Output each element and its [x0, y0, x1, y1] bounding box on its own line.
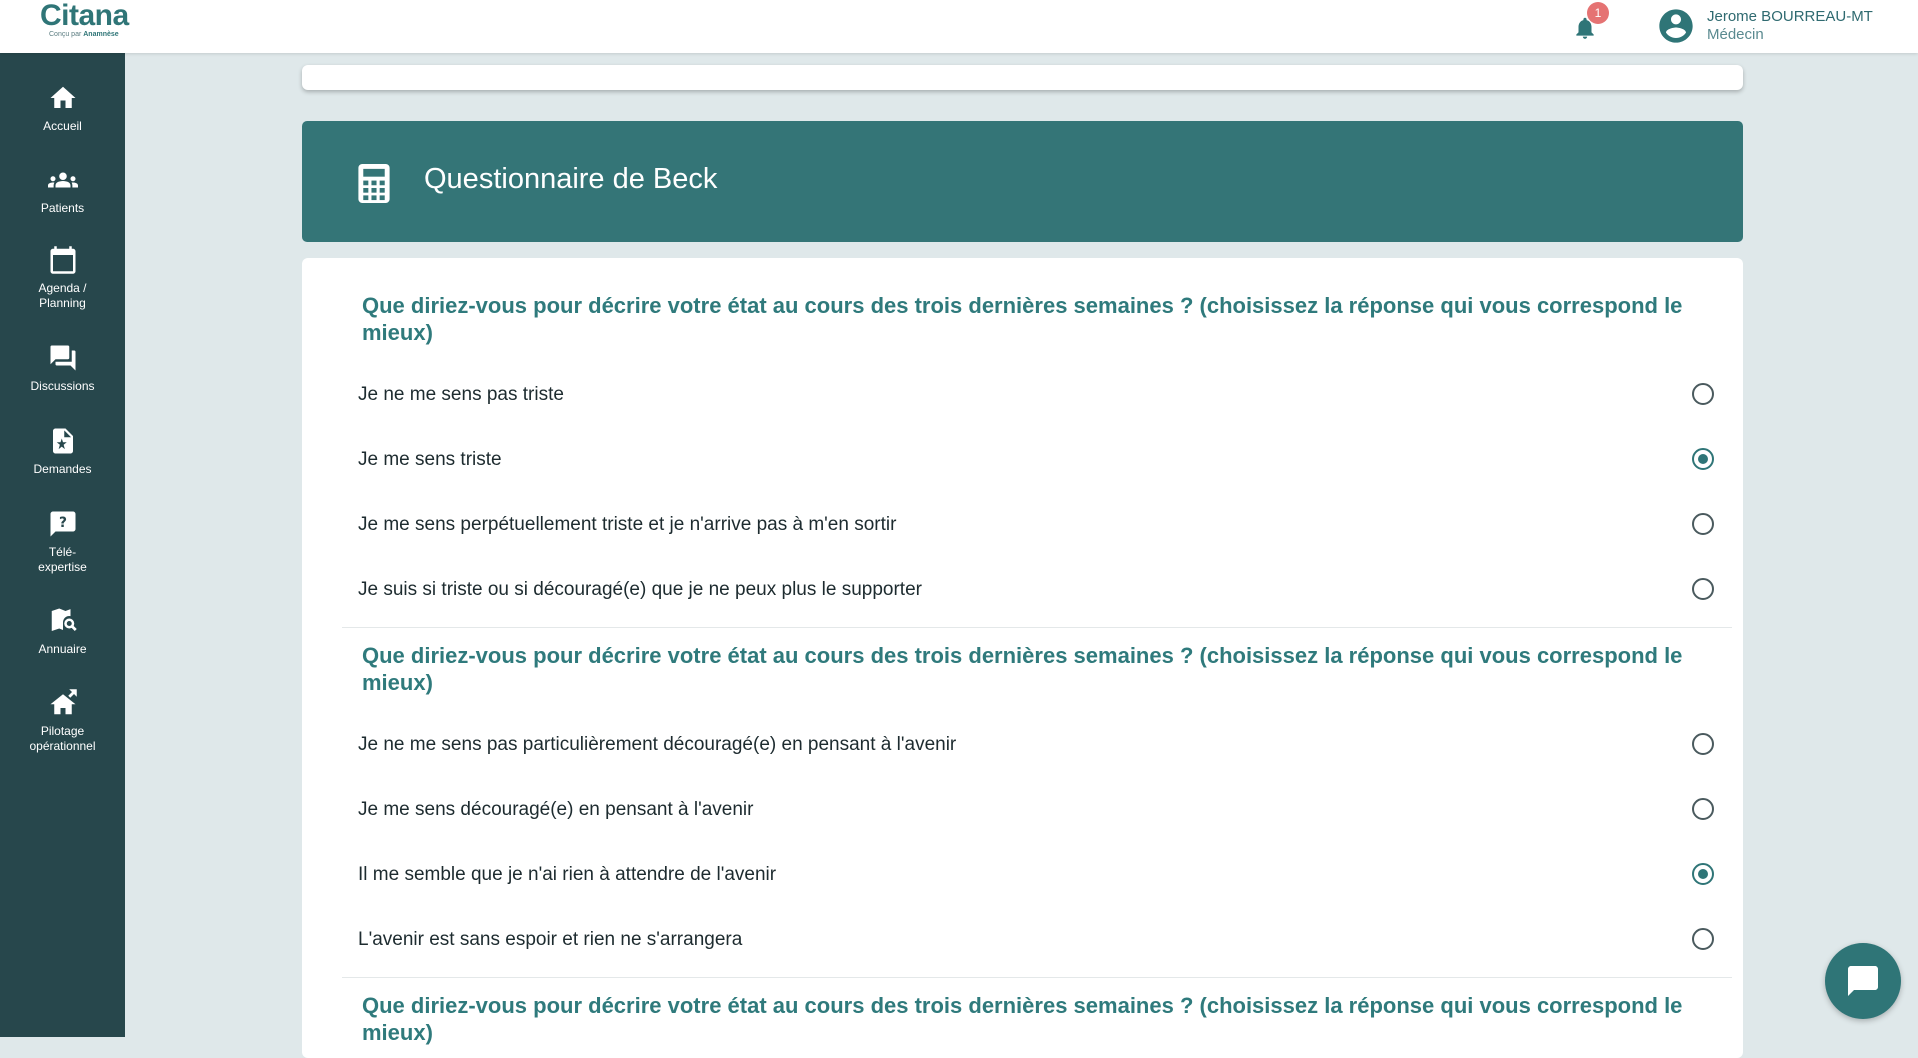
- question-divider: [342, 627, 1732, 628]
- chat-bubble-icon: [1845, 963, 1881, 999]
- answer-radio[interactable]: [1692, 798, 1714, 820]
- answer-radio[interactable]: [1692, 578, 1714, 600]
- answer-option[interactable]: [342, 436, 1732, 486]
- sidebar-item-label: Accueil: [43, 119, 82, 133]
- sidebar-item-label: Annuaire: [38, 642, 87, 656]
- account-circle-icon[interactable]: [1656, 6, 1696, 46]
- map-search-icon: [48, 606, 78, 636]
- user-name[interactable]: Jerome BOURREAU-MT: [1707, 8, 1873, 25]
- logo-text: Citana: [40, 0, 129, 32]
- sidebar-item-label: Pilotage opérationnel: [29, 724, 96, 753]
- question-text: Que diriez-vous pour décrire votre état au cours des trois dernières semaines ? (choisissez la réponse qui vous correspond le mieux): [362, 293, 1683, 345]
- sidebar-item-annuaire[interactable]: [0, 606, 125, 657]
- sidebar-item-label: Agenda / Planning: [38, 281, 87, 310]
- chat-icon: [48, 343, 78, 373]
- answer-option[interactable]: [342, 371, 1732, 421]
- answer-radio[interactable]: [1692, 733, 1714, 755]
- answer-radio-selected[interactable]: [1692, 448, 1714, 470]
- answer-label: Je me sens perpétuellement triste et je n'arrive pas à m'en sortir: [358, 514, 897, 535]
- collapsed-section-card: [302, 65, 1743, 90]
- answer-label: Je me sens découragé(e) en pensant à l'avenir: [358, 799, 754, 820]
- group-icon: [47, 165, 79, 195]
- answer-label: Je ne me sens pas triste: [358, 384, 564, 405]
- answer-label: Je me sens triste: [358, 449, 502, 470]
- questionnaire-header: [302, 121, 1743, 242]
- top-bar: [0, 0, 1918, 53]
- answer-option[interactable]: [342, 721, 1732, 771]
- sidebar-item-label: Patients: [40, 201, 85, 215]
- answer-label: L'avenir est sans espoir et rien ne s'arrangera: [358, 929, 743, 950]
- sidebar: [0, 53, 125, 1037]
- answer-radio[interactable]: [1692, 928, 1714, 950]
- logo-tagline-brand: Anamnèse: [83, 31, 119, 38]
- logo-tagline-prefix: Conçu par: [49, 31, 82, 38]
- answer-option[interactable]: [342, 916, 1732, 966]
- answer-radio-selected[interactable]: [1692, 863, 1714, 885]
- logo-tagline: [49, 31, 119, 38]
- answer-option[interactable]: [342, 786, 1732, 836]
- sidebar-item-label: Discussions: [30, 379, 95, 393]
- svg-text:?: ?: [58, 515, 67, 532]
- question-text: Que diriez-vous pour décrire votre état au cours des trois dernières semaines ? (choisissez la réponse qui vous correspond le mieux): [362, 643, 1683, 695]
- question-divider: [342, 977, 1732, 978]
- answer-option[interactable]: [342, 851, 1732, 901]
- document-icon: [48, 426, 78, 456]
- answer-label: Je ne me sens pas particulièrement découragé(e) en pensant à l'avenir: [358, 734, 957, 755]
- calendar-icon: [48, 245, 78, 275]
- sidebar-item-agenda[interactable]: [0, 245, 125, 311]
- answer-radio[interactable]: [1692, 383, 1714, 405]
- page-title: Questionnaire de Beck: [424, 163, 718, 195]
- help-icon: [48, 509, 78, 539]
- notification-badge: 1: [1587, 2, 1609, 24]
- sidebar-item-pilotage[interactable]: [0, 688, 125, 754]
- calculator-icon: [358, 164, 390, 203]
- chat-support-button[interactable]: [1825, 943, 1901, 1019]
- answer-radio[interactable]: [1692, 513, 1714, 535]
- answer-option[interactable]: [342, 566, 1732, 616]
- sidebar-item-patients[interactable]: [0, 165, 125, 216]
- answer-label: Il me semble que je n'ai rien à attendre de l'avenir: [358, 864, 777, 885]
- sidebar-item-label: Télé-expertise: [38, 545, 87, 574]
- sidebar-item-label: Demandes: [33, 462, 92, 476]
- question-text: Que diriez-vous pour décrire votre état au cours des trois dernières semaines ? (choisissez la réponse qui vous correspond le mieux): [362, 993, 1683, 1045]
- home-icon: [48, 83, 78, 113]
- sidebar-item-tele-expertise[interactable]: [0, 509, 125, 575]
- sidebar-item-discussions[interactable]: [0, 343, 125, 394]
- house-arrow-icon: [48, 688, 78, 718]
- answer-label: Je suis si triste ou si découragé(e) que je ne peux plus le supporter: [358, 579, 922, 600]
- sidebar-item-accueil[interactable]: [0, 83, 125, 134]
- answer-option[interactable]: [342, 501, 1732, 551]
- sidebar-item-demandes[interactable]: [0, 426, 125, 477]
- user-role: Médecin: [1707, 26, 1764, 43]
- questionnaire-form: [302, 258, 1743, 1058]
- app-logo[interactable]: [40, 0, 130, 44]
